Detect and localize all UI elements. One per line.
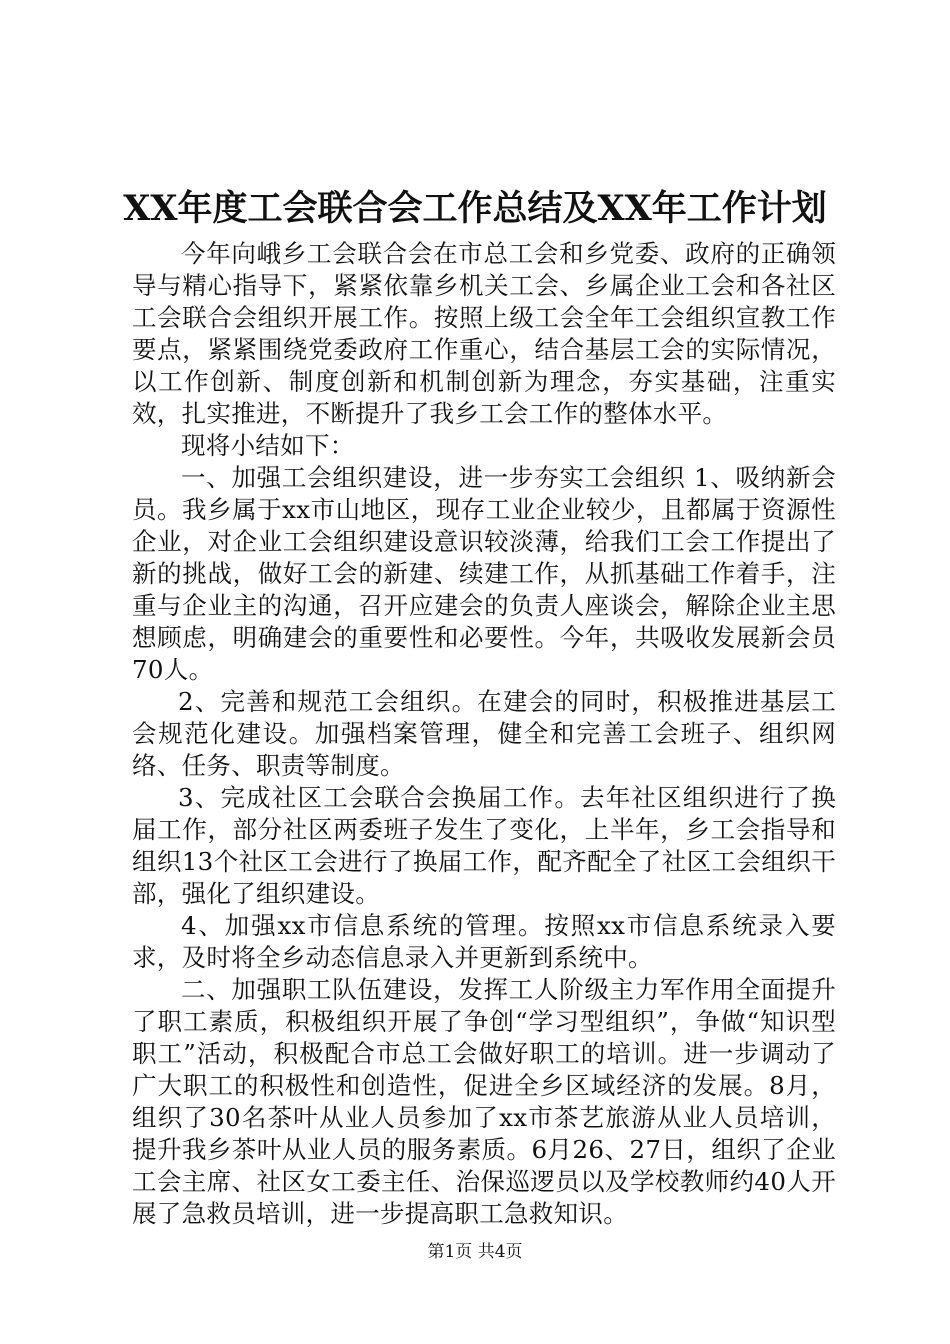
paragraph-item-4: 4、加强xx市信息系统的管理。按照xx市信息系统录入要求，及时将全乡动态信息录入并更新到系统中。: [132, 911, 836, 972]
paragraph-intro: 今年向峨乡工会联合会在市总工会和乡党委、政府的正确领导与精心指导下，紧紧依靠乡机关工会、乡属企业工会和各社区工会联合会组织开展工作。按照上级工会全年工会组织宣教工作要点，紧紧围绕党委政府工作重心，结合基层工会的实际情况，以工作创新、制度创新和机制创新为理念，夯实基础，注重实效，扎实推进，不断提升了我乡工会工作的整体水平。: [132, 239, 836, 428]
paragraph-section-2: 二、加强职工队伍建设，发挥工人阶级主力军作用全面提升了职工素质，积极组织开展了争创“学习型组织”，争做“知识型职工”活动，积极配合市总工会做好职工的培训。进一步调动了广大职工的积极性和创造性，促进全乡区域经济的发展。8月，组织了30名茶叶从业人员参加了xx市茶艺旅游从业人员培训，提升我乡茶叶从业人员的服务素质。6月26、27日，组织了企业工会主席、社区女工委主任、治保巡逻员以及学校教师约40人开展了急救员培训，进一步提高职工急救知识。: [132, 975, 837, 1228]
document-title: XX年度工会联合会工作总结及XX年工作计划: [123, 188, 827, 229]
paragraph-item-2: 2、完善和规范工会组织。在建会的同时，积极推进基层工会规范化建设。加强档案管理，健全和完善工会班子、组织网络、任务、职责等制度。: [132, 687, 836, 780]
document-body: [132, 238, 836, 1230]
paragraph-section-1: 一、加强工会组织建设，进一步夯实工会组织 1、吸纳新会员。我乡属于xx市山地区，现存工业企业较少，且都属于资源性企业，对企业工会组织建设意识较淡薄，给我们工会工作提出了新的挑战，做好工会的新建、续建工作，从抓基础工作着手，注重与企业主的沟通，召开应建会的负责人座谈会，解除企业主思想顾虑，明确建会的重要性和必要性。今年，共吸收发展新会员70人。: [132, 463, 836, 684]
paragraph-item-3: 3、完成社区工会联合会换届工作。去年社区组织进行了换届工作，部分社区两委班子发生了变化，上半年，乡工会指导和组织13个社区工会进行了换届工作，配齐配全了社区工会组织干部，强化了组织建设。: [132, 783, 836, 908]
paragraph-summary-lead: 现将小结如下：: [181, 431, 355, 460]
page-number-footer: 第1页 共4页: [427, 1242, 523, 1262]
